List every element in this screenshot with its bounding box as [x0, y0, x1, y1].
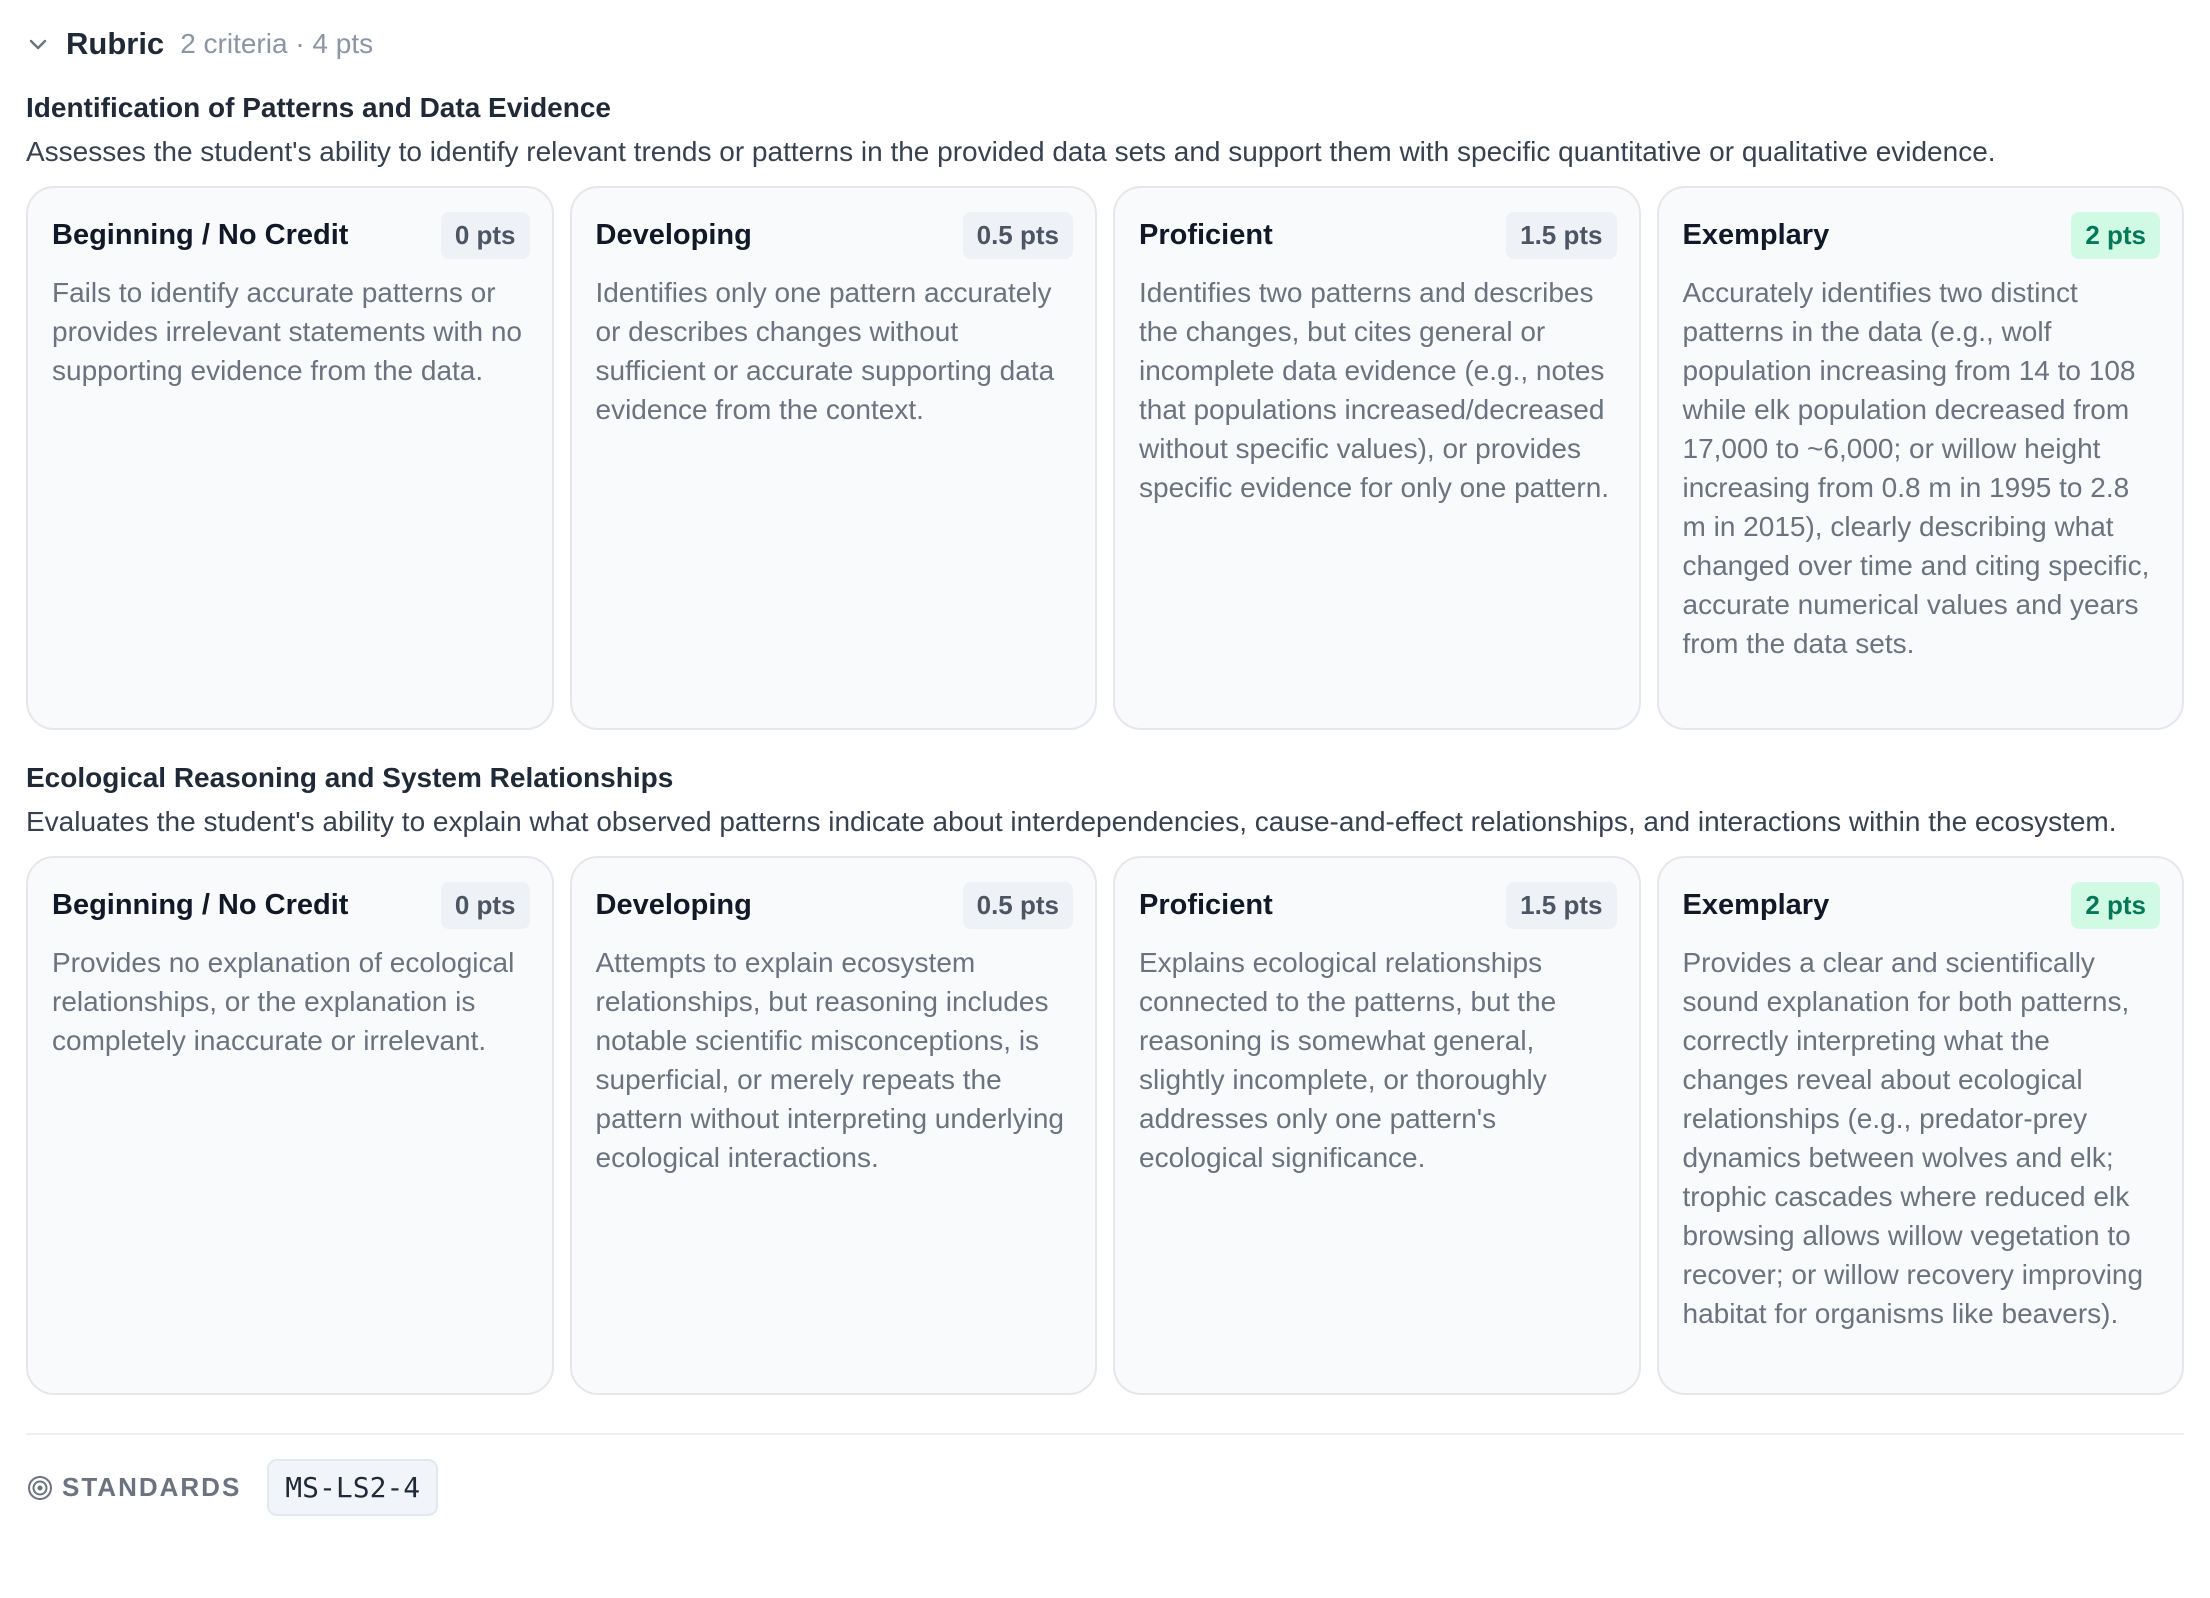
- chevron-down-icon[interactable]: [26, 24, 66, 64]
- level-name: Developing: [595, 889, 752, 921]
- level-card-exemplary[interactable]: [1657, 856, 2185, 1395]
- criterion-title: Identification of Patterns and Data Evidence: [26, 92, 612, 123]
- standards-label: STANDARDS: [62, 1472, 242, 1502]
- level-card-proficient[interactable]: [1113, 186, 1641, 730]
- level-card-developing[interactable]: [570, 856, 1098, 1395]
- level-description: Explains ecological relationships connected to the patterns, but the reasoning is somewhat general, slightly incomplete, or thoroughly addresses only one pattern's ecological significance.: [1139, 947, 1557, 1173]
- level-card-developing[interactable]: [570, 186, 1098, 730]
- standards-row: [26, 1459, 2184, 1516]
- level-description: Identifies only one pattern accurately or describes changes without sufficient or accurate supporting data evidence from the context.: [595, 277, 1055, 425]
- criterion-title: Ecological Reasoning and System Relationships: [26, 762, 674, 793]
- level-description: Fails to identify accurate patterns or provides irrelevant statements with no supporting evidence from the data.: [52, 277, 522, 386]
- points-badge: 0 pts: [441, 212, 530, 259]
- points-badge: 0 pts: [441, 882, 530, 929]
- level-card-exemplary[interactable]: [1657, 186, 2185, 730]
- level-name: Developing: [595, 219, 752, 251]
- criterion: [26, 760, 2184, 1395]
- points-badge: 2 pts: [2071, 212, 2160, 259]
- level-name: Proficient: [1139, 889, 1273, 921]
- level-grid: [26, 186, 2184, 730]
- target-icon: [26, 1474, 54, 1502]
- rubric-meta: 2 criteria · 4 pts: [180, 28, 374, 59]
- level-card-beginning[interactable]: [26, 856, 554, 1395]
- level-card-beginning[interactable]: [26, 186, 554, 730]
- level-name: Exemplary: [1682, 219, 1830, 251]
- level-grid: [26, 856, 2184, 1395]
- level-name: Beginning / No Credit: [52, 889, 349, 921]
- points-badge: 2 pts: [2071, 882, 2160, 929]
- criterion-description: Assesses the student's ability to identify relevant trends or patterns in the provided data sets and support them with specific quantitative or qualitative evidence.: [26, 136, 1996, 167]
- level-description: Identifies two patterns and describes the changes, but cites general or incomplete data evidence (e.g., notes that populations increased/decreased without specific values), or provides specific evidence for only one pattern.: [1139, 277, 1610, 503]
- level-description: Attempts to explain ecosystem relationships, but reasoning includes notable scientific misconceptions, is superficial, or merely repeats the pattern without interpreting underlying ecological interactions.: [595, 947, 1065, 1173]
- rubric-header[interactable]: [26, 18, 2184, 70]
- rubric-title: Rubric: [66, 26, 165, 61]
- level-card-proficient[interactable]: [1113, 856, 1641, 1395]
- criterion: [26, 90, 2184, 730]
- level-description: Provides a clear and scientifically sound explanation for both patterns, correctly interpreting what the changes reveal about ecological relationships (e.g., predator-prey dynamics between wolves and elk; trophic cascades where reduced elk browsing allows willow vegetation to recover; or willow recovery improving habitat for organisms like beavers).: [1682, 947, 2144, 1329]
- level-description: Provides no explanation of ecological relationships, or the explanation is completely inaccurate or irrelevant.: [52, 947, 515, 1056]
- points-badge: 1.5 pts: [1506, 212, 1616, 259]
- points-badge: 1.5 pts: [1506, 882, 1616, 929]
- level-name: Beginning / No Credit: [52, 219, 349, 251]
- standard-chip[interactable]: MS-LS2-4: [267, 1459, 438, 1516]
- level-name: Exemplary: [1682, 889, 1830, 921]
- level-description: Accurately identifies two distinct patterns in the data (e.g., wolf population increasing from 14 to 108 while elk population decreased from 17,000 to ~6,000; or willow height increasing from 0.8 m in 1995 to 2.8 m in 2015), clearly describing what changed over time and citing specific, accurate numerical values and years from the data sets.: [1682, 277, 2150, 659]
- criterion-description: Evaluates the student's ability to explain what observed patterns indicate about interdependencies, cause-and-effect relationships, and interactions within the ecosystem.: [26, 806, 2117, 837]
- points-badge: 0.5 pts: [963, 212, 1073, 259]
- level-name: Proficient: [1139, 219, 1273, 251]
- divider: [26, 1433, 2184, 1435]
- points-badge: 0.5 pts: [963, 882, 1073, 929]
